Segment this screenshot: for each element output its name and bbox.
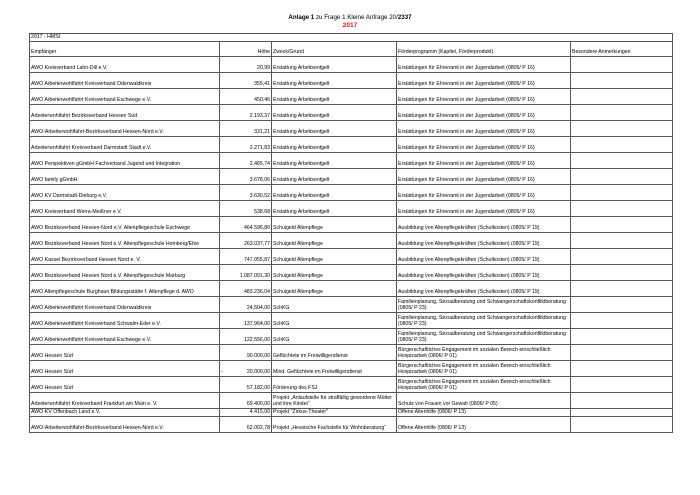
- table-row: [30, 121, 673, 137]
- cell-purpose: [272, 329, 397, 345]
- cell-amount-text: 2.465,74: [249, 161, 270, 168]
- table-row: [30, 201, 673, 217]
- amount-prefix: -: [221, 369, 223, 376]
- col-header-amount: Höhe: [220, 42, 272, 57]
- cell-program: [397, 89, 571, 105]
- section-row: [30, 34, 673, 42]
- cell-purpose: [272, 281, 397, 297]
- table-row: [30, 393, 673, 409]
- cell-amount: [220, 169, 272, 185]
- cell-amount-text: 90.000,00: [246, 353, 270, 360]
- cell-recipient: [30, 313, 220, 329]
- cell-purpose: [272, 57, 397, 73]
- cell-purpose: [272, 297, 397, 313]
- cell-purpose-text: Erstattung Arbeitsentgelt: [273, 177, 330, 184]
- title-rest: zu Frage 1 Kleine Anfrage 20/: [314, 14, 398, 21]
- cell-program-text: Erstattungen für Ehrenamt in der Jugendarbeit (0805/ P 16): [398, 129, 535, 136]
- cell-program: [397, 361, 571, 377]
- cell-purpose-text: Erstattung Arbeitsentgelt: [273, 81, 330, 88]
- cell-notes: [571, 329, 673, 345]
- cell-purpose: [272, 345, 397, 361]
- cell-program-text: Ausbildung von Altenpflegekräften (Schulkosten) (0805/ P 19): [398, 273, 540, 280]
- cell-amount-text: 2.193,37: [249, 113, 270, 120]
- cell-program-text: Erstattungen für Ehrenamt in der Jugendarbeit (0805/ P 16): [398, 193, 535, 200]
- cell-amount: [220, 185, 272, 201]
- cell-program-text: Erstattungen für Ehrenamt in der Jugendarbeit (0805/ P 16): [398, 65, 535, 72]
- cell-recipient: [30, 169, 220, 185]
- cell-program-text: Bürgerschaftliches Engagement im sozialen Bereich einschließlich Hospizarbeit (0806/ P 01): [398, 347, 551, 360]
- cell-recipient: [30, 57, 220, 73]
- cell-amount: [220, 409, 272, 417]
- cell-amount-text: 464.596,80: [244, 225, 270, 232]
- cell-amount-text: 747.055,87: [244, 257, 270, 264]
- table-row: [30, 249, 673, 265]
- cell-recipient: [30, 73, 220, 89]
- cell-purpose-text: Schulgeld Altenpflege: [273, 225, 323, 232]
- cell-purpose: [272, 409, 397, 417]
- table-row: [30, 329, 673, 345]
- cell-amount-text: 24.504,00: [246, 305, 270, 312]
- cell-program-text: Offene Altenhilfe (0806/ P 13): [398, 425, 466, 432]
- section-label: 2017 - HMSI: [30, 34, 673, 42]
- table-row: [30, 169, 673, 185]
- cell-purpose-text: Projekt „Anlaufstelle für straffällig gewordene Mütter und ihre Kinder“: [273, 395, 392, 408]
- cell-notes: [571, 409, 673, 417]
- cell-recipient: [30, 417, 220, 433]
- cell-program-text: Ausbildung von Altenpflegekräften (Schulkosten) (0805/ P 19): [398, 257, 540, 264]
- cell-recipient-text: AWO Arbeiterwohlfahrt Kreisverband Eschwege e.V.: [31, 97, 152, 104]
- cell-purpose: [272, 105, 397, 121]
- cell-program: [397, 73, 571, 89]
- cell-amount: [220, 105, 272, 121]
- cell-amount: [220, 121, 272, 137]
- cell-program-text: Erstattungen für Ehrenamt in der Jugendarbeit (0805/ P 16): [398, 97, 535, 104]
- cell-amount-text: 20.000,00: [246, 369, 270, 376]
- cell-program-text: Familienplanung, Sexualberatung und Schwangerschaftskonfliktberatung (0805/ P 23): [398, 315, 566, 328]
- cell-purpose: [272, 265, 397, 281]
- cell-recipient-text: AWO Kreisverband Lahn-Dill e.V.: [31, 65, 108, 72]
- cell-purpose-text: Geflüchtete im Freiwilligendienst: [273, 353, 348, 360]
- cell-notes: [571, 281, 673, 297]
- cell-purpose-text: Mind. Geflüchtete im Freiwilligendienst: [273, 369, 362, 376]
- cell-notes: [571, 169, 673, 185]
- cell-purpose-text: Schulgeld Altenpflege: [273, 289, 323, 296]
- cell-recipient: [30, 329, 220, 345]
- cell-notes: [571, 265, 673, 281]
- document-year: 2017: [342, 22, 358, 29]
- cell-recipient-text: AWO-Arbeiterwohlfahrt-Bezirksverband Hessen-Nord e.V.: [31, 425, 164, 432]
- cell-program: [397, 249, 571, 265]
- cell-program: [397, 417, 571, 433]
- cell-program-text: Bürgerschaftliches Engagement im sozialen Bereich einschließlich Hospizarbeit (0806/ P 01): [398, 363, 551, 376]
- cell-purpose-text: Erstattung Arbeitsentgelt: [273, 209, 330, 216]
- table-row: [30, 73, 673, 89]
- cell-recipient: [30, 377, 220, 393]
- table-row: [30, 377, 673, 393]
- cell-purpose-text: SchKG: [273, 337, 290, 344]
- cell-recipient-text: Arbeiterwohlfahrt Kreisverband Frankfurt am Main e. V.: [31, 401, 158, 408]
- table-row: [30, 361, 673, 377]
- cell-recipient-text: AWO Arbeiterwohlfahrt Kreisverband Odenwaldkreis: [31, 305, 152, 312]
- table-row: [30, 137, 673, 153]
- cell-recipient: [30, 281, 220, 297]
- cell-recipient-text: AWO Perspektiven gGmbH Fachverband Jugend und Integration: [31, 161, 181, 168]
- cell-recipient: [30, 185, 220, 201]
- cell-notes: [571, 201, 673, 217]
- cell-notes: [571, 297, 673, 313]
- cell-notes: [571, 89, 673, 105]
- cell-recipient: [30, 249, 220, 265]
- cell-program: [397, 153, 571, 169]
- cell-recipient-text: AWO Arbeiterwohlfahrt Kreisverband Odenwaldkreis: [31, 81, 152, 88]
- cell-recipient: [30, 201, 220, 217]
- cell-notes: [571, 185, 673, 201]
- cell-purpose: [272, 185, 397, 201]
- table-row: [30, 217, 673, 233]
- cell-program: [397, 313, 571, 329]
- header-row: [30, 42, 673, 57]
- cell-recipient: [30, 393, 220, 409]
- cell-recipient-text: AWO Arbeiterwohlfahrt Kreisverband Eschwege e.V.: [31, 337, 152, 344]
- table-row: [30, 185, 673, 201]
- cell-notes: [571, 361, 673, 377]
- cell-amount: [220, 233, 272, 249]
- cell-program-text: Ausbildung von Altenpflegekräften (Schulkosten) (0805/ P 19): [398, 225, 540, 232]
- cell-program: [397, 377, 571, 393]
- cell-notes: [571, 393, 673, 409]
- cell-program: [397, 169, 571, 185]
- cell-amount: [220, 249, 272, 265]
- cell-purpose-text: SchKG: [273, 321, 290, 328]
- cell-notes: [571, 249, 673, 265]
- cell-program-text: Familienplanung, Sexualberatung und Schwangerschaftskonfliktberatung (0805/ P 23): [398, 331, 566, 344]
- cell-recipient-text: AWO Kreisverband Werra-Meißner e.V.: [31, 209, 122, 216]
- cell-amount-text: 62.002,78: [246, 425, 270, 432]
- cell-program: [397, 137, 571, 153]
- cell-notes: [571, 121, 673, 137]
- cell-amount: [220, 297, 272, 313]
- cell-amount: [220, 57, 272, 73]
- cell-program-text: Bürgerschaftliches Engagement im sozialen Bereich einschließlich Hospizarbeit (0806/ P 01): [398, 379, 551, 392]
- cell-program: [397, 265, 571, 281]
- cell-recipient-text: AWO Kassel Bezirksverband Hessen Nord e. V.: [31, 257, 141, 264]
- cell-recipient: [30, 233, 220, 249]
- cell-program: [397, 409, 571, 417]
- cell-purpose: [272, 249, 397, 265]
- cell-program: [397, 345, 571, 361]
- cell-purpose: [272, 417, 397, 433]
- cell-notes: [571, 153, 673, 169]
- cell-amount-text: 3.678,06: [249, 177, 270, 184]
- cell-recipient-text: Arbeiterwohlfahrt Bezirksverband Hessen Süd: [31, 113, 138, 120]
- cell-purpose-text: Erstattung Arbeitsentgelt: [273, 113, 330, 120]
- cell-purpose-text: Erstattung Arbeitsentgelt: [273, 193, 330, 200]
- cell-recipient: [30, 345, 220, 361]
- cell-program-text: Erstattungen für Ehrenamt in der Jugendarbeit (0805/ P 16): [398, 209, 535, 216]
- cell-recipient: [30, 297, 220, 313]
- cell-recipient-text: AWO Arbeiterwohlfahrt Kreisverband Schwalm-Eder e.V.: [31, 321, 161, 328]
- cell-purpose-text: SchKG: [273, 305, 290, 312]
- cell-recipient-text: AWO KV Darmstadt-Dieburg e.V.: [31, 193, 108, 200]
- col-header-purpose: Zweck/Grund: [272, 42, 397, 57]
- cell-recipient: [30, 121, 220, 137]
- cell-recipient-text: AWO Bezirksverband Hessen Nord e.V. Altenpflegeschule Homberg/Efze: [31, 241, 200, 248]
- table-row: [30, 281, 673, 297]
- cell-amount: [220, 201, 272, 217]
- cell-program: [397, 185, 571, 201]
- col-header-notes: Besondere Anmerkungen: [571, 42, 673, 57]
- cell-amount: [220, 73, 272, 89]
- cell-amount: [220, 345, 272, 361]
- title-number: 2337: [397, 14, 412, 21]
- table-row: [30, 313, 673, 329]
- cell-purpose: [272, 377, 397, 393]
- cell-recipient: [30, 105, 220, 121]
- table-row: [30, 297, 673, 313]
- cell-purpose-text: Projekt "Zirkus-Theater": [273, 409, 328, 416]
- table-row: [30, 57, 673, 73]
- cell-purpose: [272, 153, 397, 169]
- cell-amount-text: 69.400,00: [246, 401, 270, 408]
- cell-recipient-text: AWO Bezirksverband Hessen Nord e.V. Altenpflegeschule Marburg: [31, 273, 186, 280]
- cell-purpose: [272, 217, 397, 233]
- cell-recipient-text: AWO Altenpflegeschule Burghaun Bildungsstätte f. Altenpflege d. AWO: [31, 289, 194, 296]
- cell-program: [397, 217, 571, 233]
- table-row: [30, 153, 673, 169]
- table-row: [30, 265, 673, 281]
- document-title: [0, 14, 700, 22]
- cell-amount-text: 450,46: [254, 97, 270, 104]
- cell-recipient: [30, 361, 220, 377]
- cell-program-text: Familienplanung, Sexualberatung und Schwangerschaftskonfliktberatung (0805/ P 23): [398, 299, 566, 312]
- cell-program: [397, 121, 571, 137]
- cell-amount-text: 3.630,52: [249, 193, 270, 200]
- cell-program-text: Ausbildung von Altenpflegekräften (Schulkosten) (0805/ P 19): [398, 289, 540, 296]
- cell-purpose-text: Erstattung Arbeitsentgelt: [273, 97, 330, 104]
- cell-notes: [571, 217, 673, 233]
- cell-amount: [220, 137, 272, 153]
- cell-notes: [571, 137, 673, 153]
- cell-amount: [220, 361, 272, 377]
- cell-amount-text: 1.087.091,30: [239, 273, 270, 280]
- cell-purpose-text: Schulgeld Altenpflege: [273, 241, 323, 248]
- cell-program: [397, 393, 571, 409]
- cell-purpose: [272, 233, 397, 249]
- cell-amount-text: 20,99: [257, 65, 270, 72]
- cell-purpose-text: Erstattung Arbeitsentgelt: [273, 129, 330, 136]
- cell-recipient-text: AWO-Arbeiterwohlfahrt-Bezirksverband Hessen-Nord e.V.: [31, 129, 164, 136]
- cell-recipient: [30, 409, 220, 417]
- cell-program-text: Ausbildung von Altenpflegekräften (Schulkosten) (0805/ P 19): [398, 241, 540, 248]
- cell-amount: [220, 329, 272, 345]
- cell-program-text: Erstattungen für Ehrenamt in der Jugendarbeit (0805/ P 16): [398, 161, 535, 168]
- cell-program: [397, 57, 571, 73]
- cell-amount: [220, 377, 272, 393]
- cell-amount: [220, 281, 272, 297]
- cell-purpose: [272, 137, 397, 153]
- cell-purpose: [272, 393, 397, 409]
- cell-amount-text: 137.964,00: [244, 321, 270, 328]
- cell-recipient-text: AWO Hessen Süd: [31, 385, 73, 392]
- table-row: [30, 105, 673, 121]
- cell-amount-text: 263.037,77: [244, 241, 270, 248]
- table-row: [30, 345, 673, 361]
- cell-purpose: [272, 89, 397, 105]
- cell-amount-text: 331,21: [254, 129, 270, 136]
- cell-recipient-text: AWO family gGmbH: [31, 177, 78, 184]
- cell-amount-text: 122.556,00: [244, 337, 270, 344]
- cell-program: [397, 329, 571, 345]
- table-row: [30, 233, 673, 249]
- cell-program: [397, 233, 571, 249]
- cell-recipient-text: Arbeiterwohlfahrt Kreisverband Darmstadt Stadt e.V.: [31, 145, 152, 152]
- cell-recipient: [30, 265, 220, 281]
- cell-amount: [220, 265, 272, 281]
- cell-program-text: Schutz von Frauen vor Gewalt (0806/ P 05): [398, 401, 498, 408]
- cell-amount-text: 4.415,00: [249, 409, 270, 416]
- cell-program: [397, 281, 571, 297]
- cell-purpose-text: Förderung des FSJ: [273, 385, 318, 392]
- cell-amount-text: 2.271,83: [249, 145, 270, 152]
- cell-recipient-text: AWO Hessen Süd: [31, 353, 73, 360]
- cell-recipient-text: AWO Hessen Süd: [31, 369, 73, 376]
- cell-recipient-text: AWO-KV Offenbach Land e.V.: [31, 409, 101, 416]
- cell-program: [397, 105, 571, 121]
- document-header: [0, 14, 700, 30]
- col-header-recipient: Empfänger: [30, 42, 220, 57]
- title-bold: Anlage 1: [288, 14, 315, 21]
- table-row: [30, 89, 673, 105]
- cell-amount-text: 355,41: [254, 81, 270, 88]
- cell-purpose: [272, 169, 397, 185]
- cell-purpose-text: Erstattung Arbeitsentgelt: [273, 65, 330, 72]
- cell-amount: [220, 89, 272, 105]
- cell-notes: [571, 73, 673, 89]
- cell-amount: [220, 393, 272, 409]
- cell-amount-text: 483.236,04: [244, 289, 270, 296]
- cell-recipient: [30, 89, 220, 105]
- cell-notes: [571, 105, 673, 121]
- cell-purpose: [272, 201, 397, 217]
- cell-purpose: [272, 361, 397, 377]
- cell-amount: [220, 217, 272, 233]
- cell-purpose: [272, 73, 397, 89]
- cell-amount-text: 57.182,00: [246, 385, 270, 392]
- cell-amount: [220, 417, 272, 433]
- cell-amount: [220, 153, 272, 169]
- cell-program-text: Erstattungen für Ehrenamt in der Jugendarbeit (0805/ P 16): [398, 177, 535, 184]
- cell-program: [397, 297, 571, 313]
- cell-recipient: [30, 137, 220, 153]
- cell-program: [397, 201, 571, 217]
- cell-purpose-text: Projekt „Hessische Fachstelle für Wohnberatung“: [273, 425, 386, 432]
- cell-purpose-text: Schulgeld Altenpflege: [273, 257, 323, 264]
- cell-recipient: [30, 217, 220, 233]
- cell-notes: [571, 417, 673, 433]
- table-row: [30, 417, 673, 433]
- cell-amount-text: 538,68: [254, 209, 270, 216]
- cell-program-text: Erstattungen für Ehrenamt in der Jugendarbeit (0805/ P 16): [398, 145, 535, 152]
- col-header-program: Förderprogramm (Kapitel, Förderprodukt): [397, 42, 571, 57]
- cell-recipient-text: AWO Bezirksverband Hessen-Nord e.V. Altenpflegeschule Eschwege: [31, 225, 191, 232]
- funding-table: [29, 33, 673, 433]
- cell-purpose-text: Erstattung Arbeitsentgelt: [273, 145, 330, 152]
- cell-program-text: Erstattungen für Ehrenamt in der Jugendarbeit (0805/ P 16): [398, 81, 535, 88]
- cell-purpose: [272, 313, 397, 329]
- cell-program-text: Erstattungen für Ehrenamt in der Jugendarbeit (0805/ P 16): [398, 113, 535, 120]
- cell-amount: [220, 313, 272, 329]
- cell-recipient: [30, 153, 220, 169]
- cell-notes: [571, 233, 673, 249]
- cell-notes: [571, 313, 673, 329]
- cell-notes: [571, 57, 673, 73]
- cell-notes: [571, 377, 673, 393]
- table-row: [30, 409, 673, 417]
- cell-purpose: [272, 121, 397, 137]
- cell-notes: [571, 345, 673, 361]
- cell-purpose-text: Erstattung Arbeitsentgelt: [273, 161, 330, 168]
- cell-purpose-text: Schulgeld Altenpflege: [273, 273, 323, 280]
- cell-program-text: Offene Altenhilfe (0806/ P 13): [398, 409, 466, 416]
